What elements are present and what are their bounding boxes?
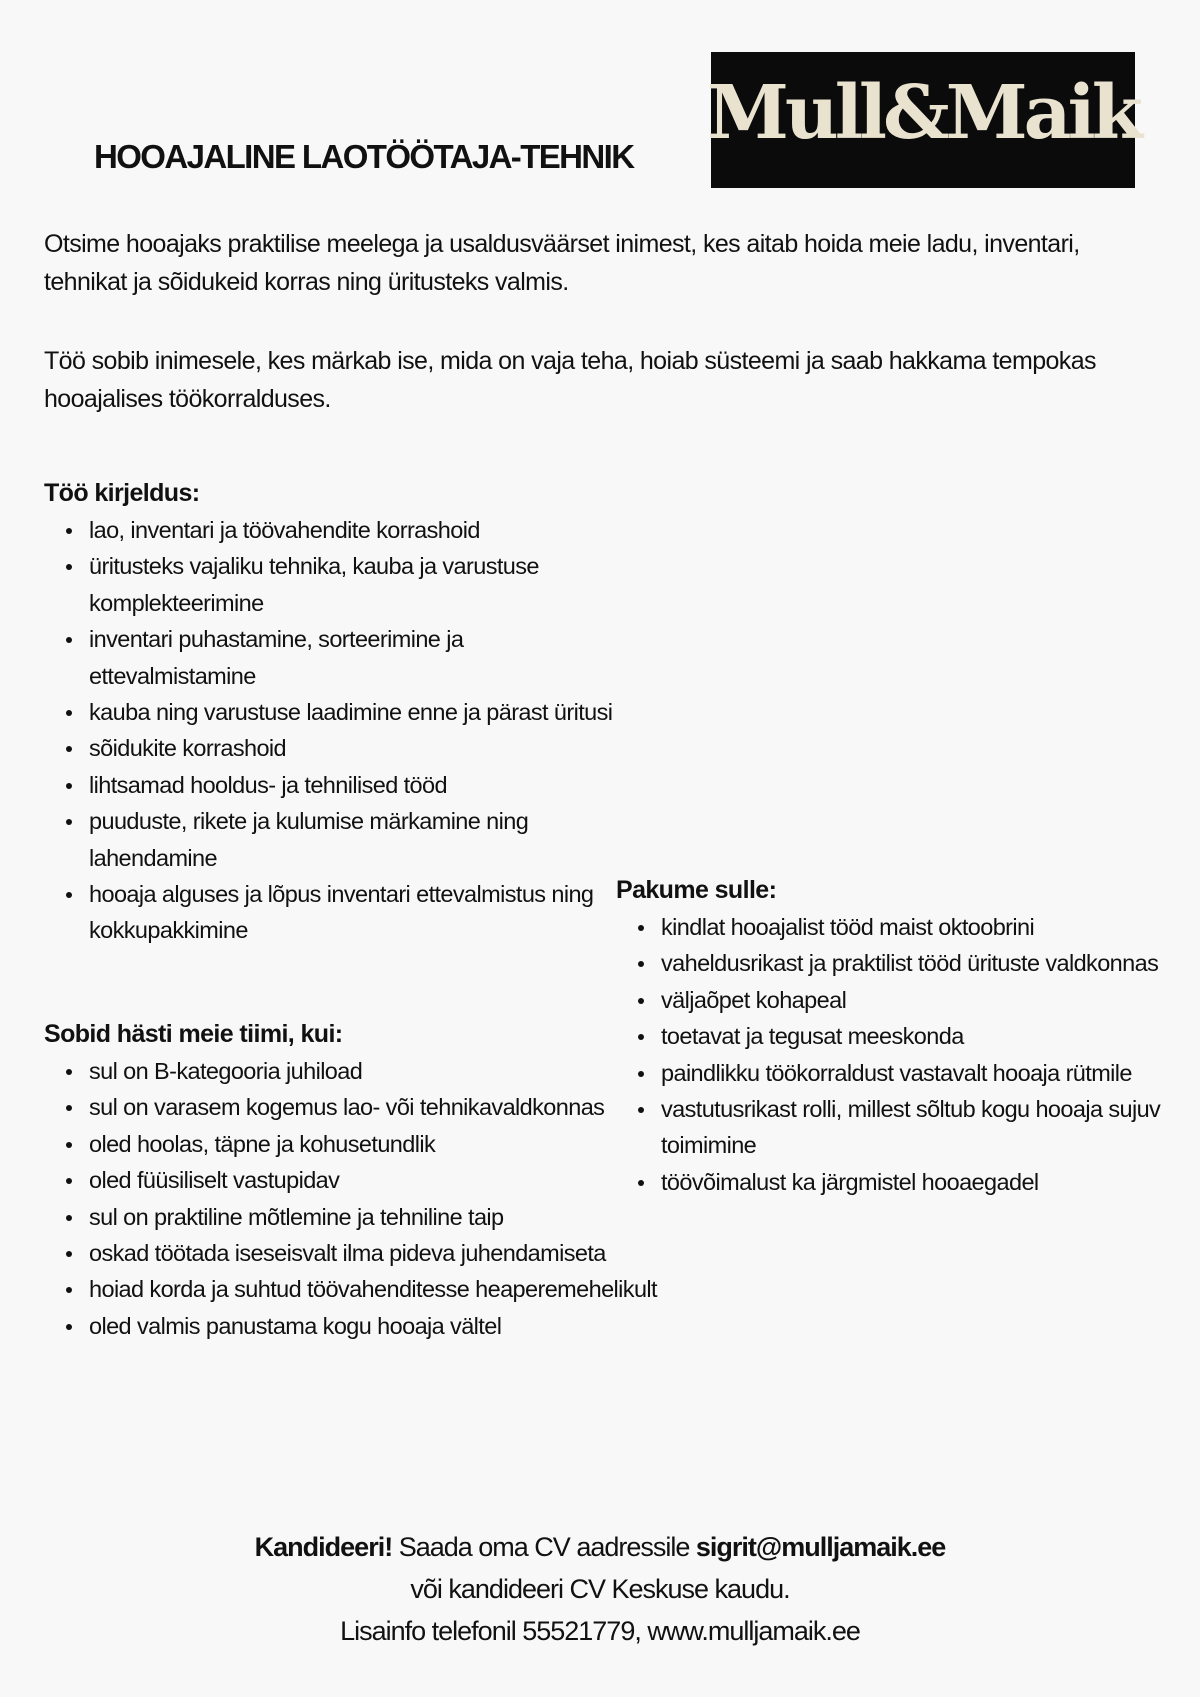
fit-heading: Sobid hästi meie tiimi, kui: <box>44 1020 343 1048</box>
offer-item: väljaõpet kohapeal <box>616 982 1176 1018</box>
logo <box>707 52 1139 188</box>
duties-item: puuduste, rikete ja kulumise märkamine ning lahendamine <box>44 803 624 876</box>
duties-item: üritusteks vajaliku tehnika, kauba ja varustuse komplekteerimine <box>44 548 624 621</box>
duties-item: kauba ning varustuse laadimine enne ja pärast üritusi <box>44 694 624 730</box>
fit-item: sul on varasem kogemus lao- või tehnikavaldkonnas <box>44 1089 724 1125</box>
offer-item: töövõimalust ka järgmistel hooaegadel <box>616 1164 1176 1200</box>
fit-item: oled füüsiliselt vastupidav <box>44 1162 724 1198</box>
duties-item: inventari puhastamine, sorteerimine ja ettevalmistamine <box>44 621 624 694</box>
offer-heading: Pakume sulle: <box>616 876 777 904</box>
logo-text: Mull&Maik <box>707 70 1139 156</box>
fit-item: sul on B-kategooria juhiload <box>44 1053 724 1089</box>
duties-list <box>44 512 624 949</box>
duties-item: lao, inventari ja töövahendite korrashoid <box>44 512 624 548</box>
page-title: HOOAJALINE LAOTÖÖTAJA-TEHNIK <box>94 138 634 175</box>
fit-item: sul on praktiline mõtlemine ja tehniline taip <box>44 1199 724 1235</box>
contact-line-3: Lisainfo telefonil 55521779, www.mulljamaik.ee <box>340 1616 860 1646</box>
fit-item: hoiad korda ja suhtud töövahenditesse heaperemehelikult <box>44 1271 724 1307</box>
fit-item: oskad töötada iseseisvalt ilma pideva juhendamiseta <box>44 1235 724 1271</box>
apply-call: Kandideeri! <box>254 1532 393 1562</box>
contact-line-2: või kandideeri CV Keskuse kaudu. <box>410 1574 790 1604</box>
duties-item: sõidukite korrashoid <box>44 730 624 766</box>
offer-item: kindlat hooajalist tööd maist oktoobrini <box>616 909 1176 945</box>
contact-block <box>0 1526 1200 1652</box>
apply-text: Saada oma CV aadressile <box>392 1532 696 1562</box>
intro-paragraph-2: Töö sobib inimesele, kes märkab ise, mida on vaja teha, hoiab süsteemi ja saab hakkama tempokas hooajalises töökorralduses. <box>44 347 1096 413</box>
duties-item: hooaja alguses ja lõpus inventari ettevalmistus ning kokkupakkimine <box>44 876 624 949</box>
contact-email[interactable]: sigrit@mulljamaik.ee <box>695 1532 946 1562</box>
offer-item: vaheldusrikast ja praktilist tööd ürituste valdkonnas <box>616 945 1176 981</box>
fit-item: oled valmis panustama kogu hooaja vältel <box>44 1308 724 1344</box>
fit-list <box>44 1053 724 1344</box>
duties-heading: Töö kirjeldus: <box>44 479 200 507</box>
offer-item: paindlikku töökorraldust vastavalt hooaja rütmile <box>616 1055 1176 1091</box>
offer-item: vastutusrikast rolli, millest sõltub kogu hooaja sujuv toimimine <box>616 1091 1176 1164</box>
intro-paragraph-1: Otsime hooajaks praktilise meelega ja usaldusväärset inimest, kes aitab hoida meie ladu, inventari, tehnikat ja sõidukeid korras ning üritusteks valmis. <box>44 230 1080 296</box>
offer-item: toetavat ja tegusat meeskonda <box>616 1018 1176 1054</box>
fit-item: oled hoolas, täpne ja kohusetundlik <box>44 1126 724 1162</box>
contact-line-1 <box>0 1526 1200 1568</box>
duties-item: lihtsamad hooldus- ja tehnilised tööd <box>44 767 624 803</box>
